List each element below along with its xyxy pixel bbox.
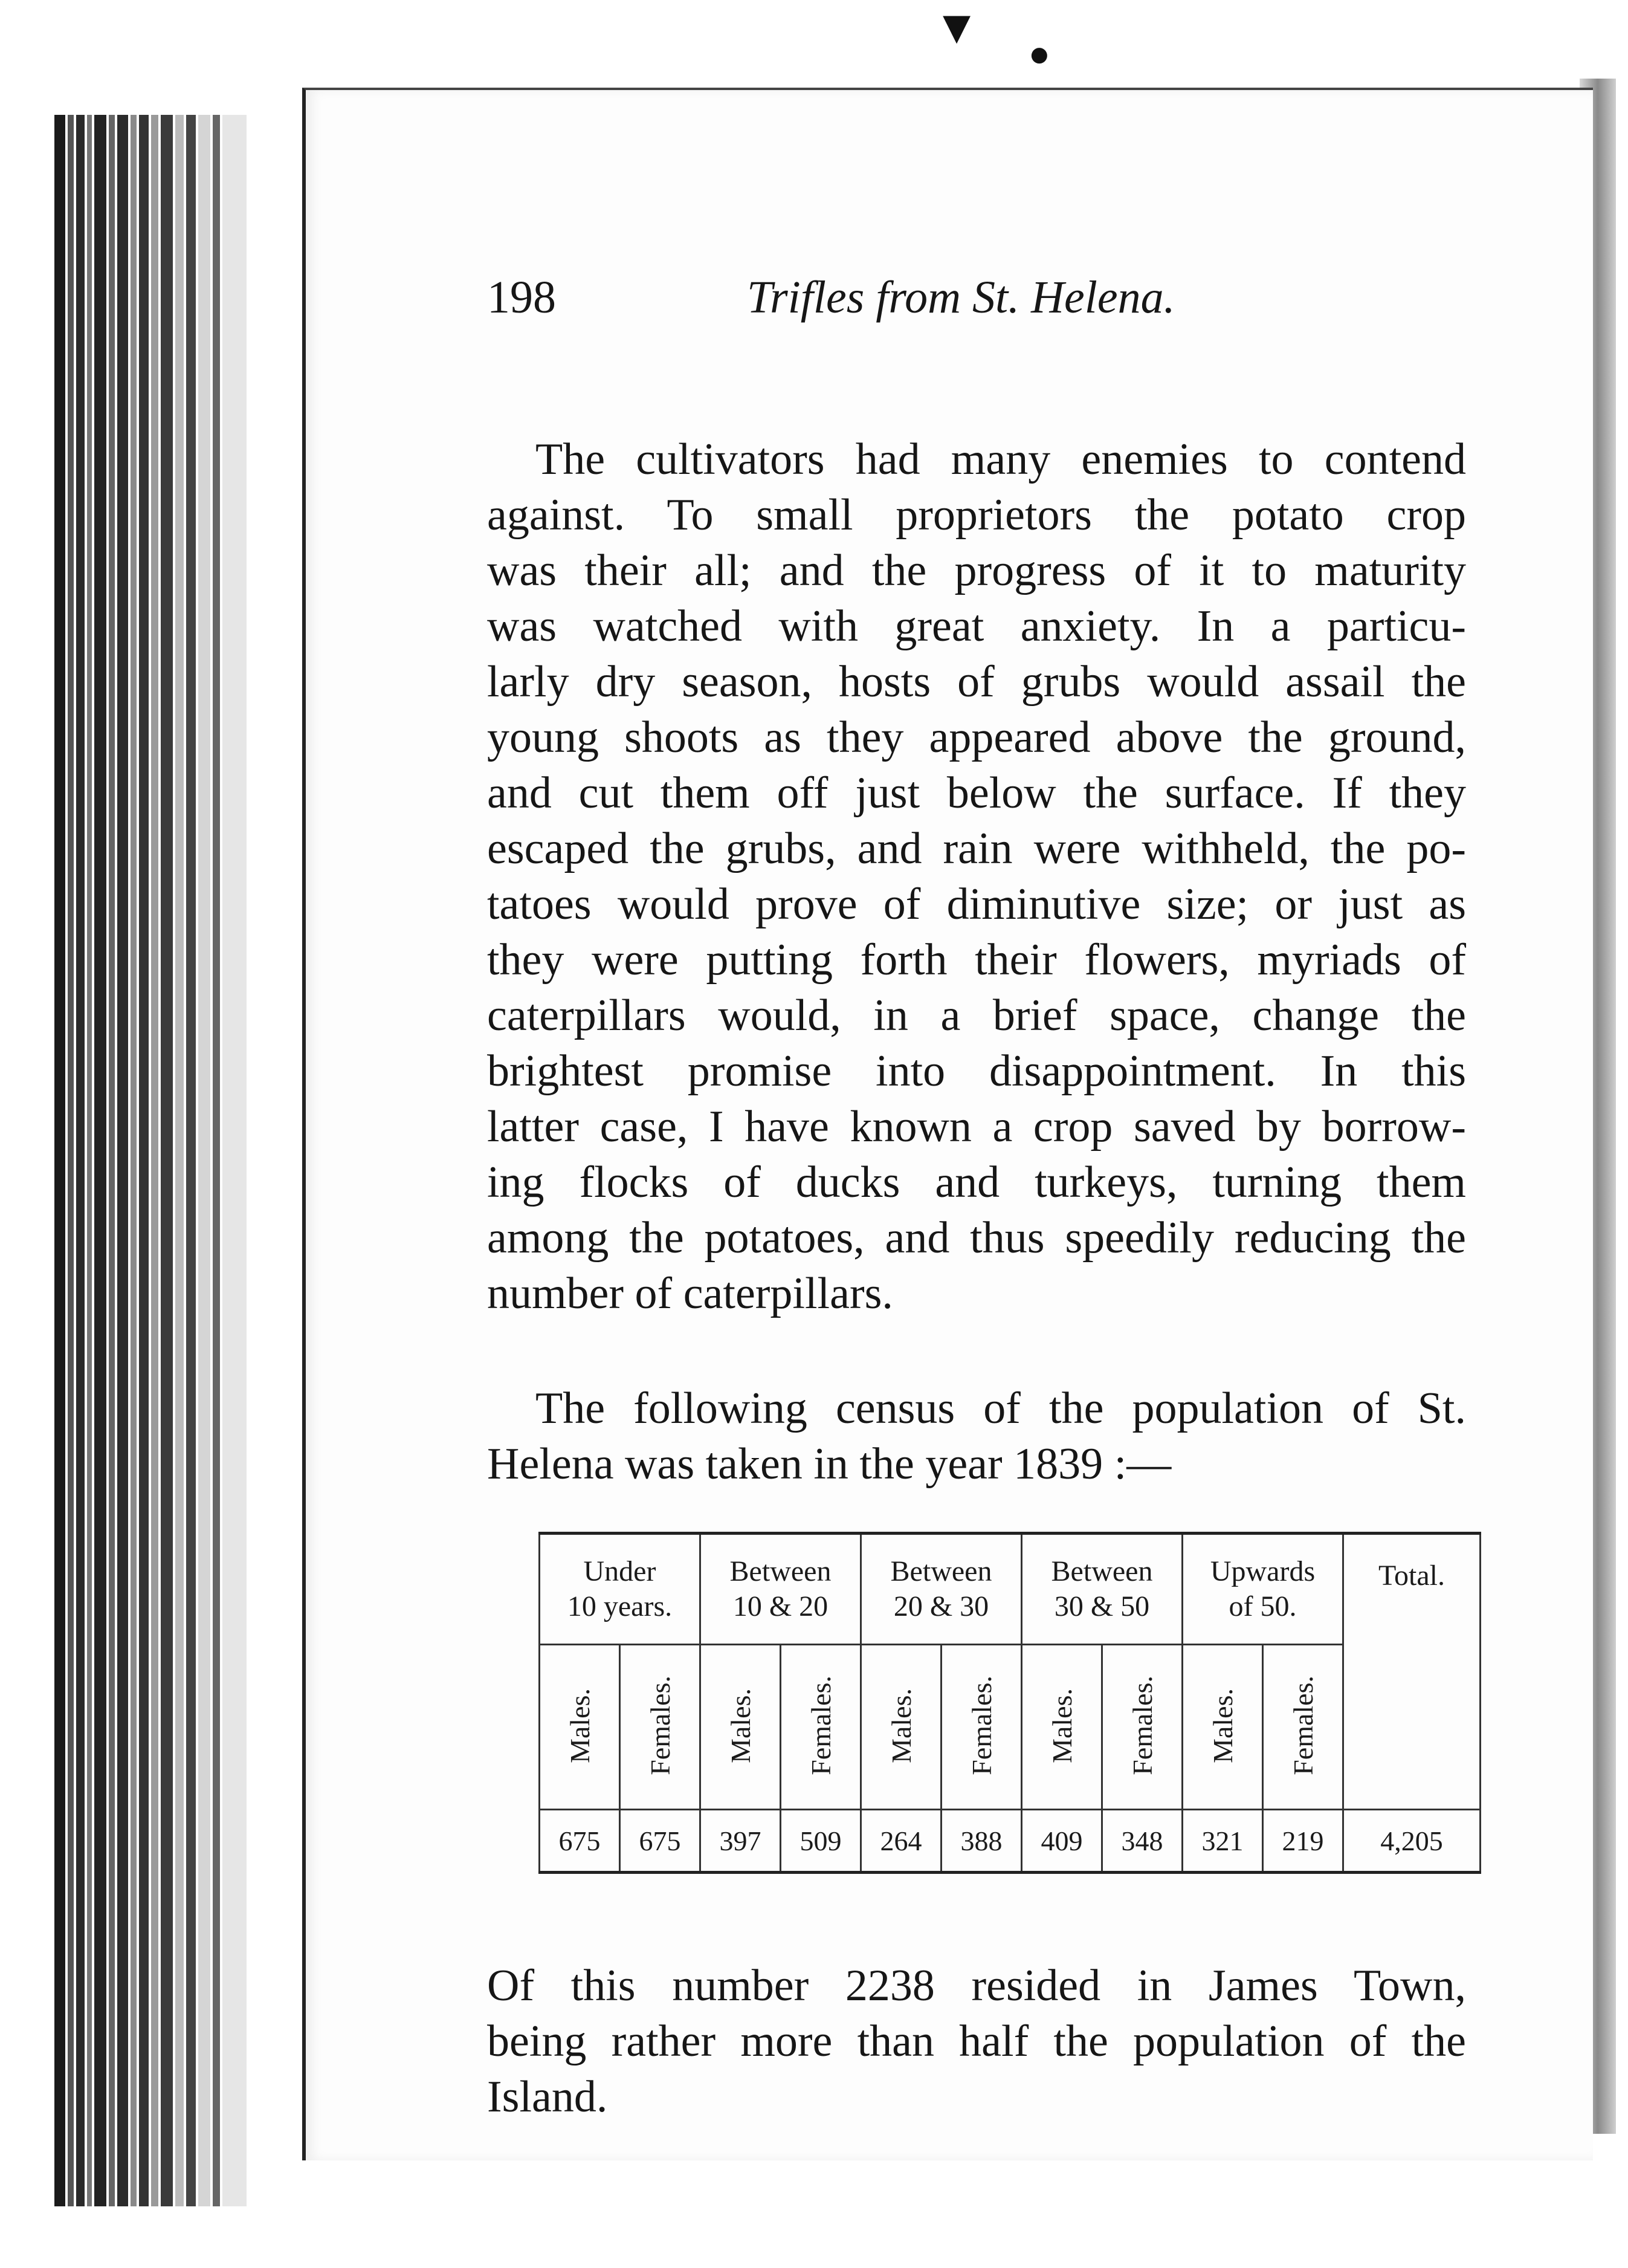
census-table (538, 1532, 1481, 1874)
census-value-males: 397 (700, 1810, 781, 1873)
females-header (1102, 1645, 1183, 1810)
text-line: Helena was taken in the year 1839 :— (487, 1439, 1172, 1489)
scan-speck: ▼ (943, 6, 971, 48)
text-line: they were putting forth their flowers, myriads of (487, 935, 1466, 985)
group-label: Upwards (1210, 1555, 1316, 1587)
group-label: 10 years. (567, 1590, 673, 1622)
census-value-females: 219 (1263, 1810, 1343, 1873)
census-value-males: 321 (1183, 1810, 1263, 1873)
census-value-males: 264 (861, 1810, 942, 1873)
book-page-edges (54, 115, 254, 2206)
males-header (540, 1645, 620, 1810)
paragraph-cultivators (487, 432, 1466, 1321)
census-value-males: 409 (1022, 1810, 1102, 1873)
males-label: Males. (885, 1688, 917, 1763)
group-label: of 50. (1229, 1590, 1297, 1622)
census-group-20-30 (861, 1534, 1022, 1645)
paragraph-jamestown (487, 1958, 1466, 2125)
females-label: Females. (644, 1676, 676, 1775)
females-header (781, 1645, 861, 1810)
census-total-value: 4,205 (1343, 1810, 1481, 1873)
text-line: escaped the grubs, and rain were withheld, the po- (487, 824, 1466, 873)
males-label: Males. (1207, 1688, 1238, 1763)
females-label: Females. (805, 1676, 836, 1775)
group-label: Between (890, 1555, 992, 1587)
females-header (942, 1645, 1022, 1810)
text-line: and cut them off just below the surface. If they (487, 768, 1466, 818)
census-value-females: 348 (1102, 1810, 1183, 1873)
females-header (620, 1645, 700, 1810)
males-label: Males. (725, 1688, 756, 1763)
males-header (700, 1645, 781, 1810)
running-title: Trifles from St. Helena. (747, 272, 1175, 323)
males-label: Males. (1046, 1688, 1077, 1763)
census-group-under-10 (540, 1534, 700, 1645)
females-label: Females. (966, 1676, 997, 1775)
census-group-over-50 (1183, 1534, 1343, 1645)
text-line: being rather more than half the population of the (487, 2017, 1466, 2066)
text-line: larly dry season, hosts of grubs would assail the (487, 657, 1466, 707)
census-value-females: 675 (620, 1810, 700, 1873)
running-header (487, 271, 1436, 344)
females-label: Females. (1126, 1676, 1158, 1775)
text-line: brightest promise into disappointment. In this (487, 1046, 1466, 1096)
group-label: 20 & 30 (893, 1590, 989, 1622)
males-header (1183, 1645, 1263, 1810)
group-label: Under (583, 1555, 656, 1587)
paragraph-census-intro (487, 1381, 1466, 1492)
females-header (1263, 1645, 1343, 1810)
census-value-females: 509 (781, 1810, 861, 1873)
text-line: Island. (487, 2072, 608, 2122)
group-label: 30 & 50 (1054, 1590, 1150, 1622)
census-total-header: Total. (1343, 1534, 1481, 1810)
text-line: among the potatoes, and thus speedily reducing the (487, 1213, 1466, 1263)
text-line: ing flocks of ducks and turkeys, turning them (487, 1158, 1466, 1207)
scan-speck: ● (1030, 42, 1048, 66)
census-value-females: 388 (942, 1810, 1022, 1873)
text-line: The cultivators had many enemies to contend (535, 435, 1466, 484)
group-label: Between (1051, 1555, 1153, 1587)
males-header (1022, 1645, 1102, 1810)
census-group-30-50 (1022, 1534, 1183, 1645)
text-line: was their all; and the progress of it to maturity (487, 546, 1466, 595)
text-line: young shoots as they appeared above the ground, (487, 713, 1466, 762)
page-number: 198 (487, 272, 556, 323)
text-line: Of this number 2238 resided in James Town, (487, 1961, 1466, 2010)
text-line: against. To small proprietors the potato crop (487, 490, 1466, 540)
census-sex-header-row (540, 1645, 1481, 1810)
text-line: tatoes would prove of diminutive size; or just as (487, 880, 1466, 929)
census-values-row (540, 1810, 1481, 1873)
males-header (861, 1645, 942, 1810)
group-label: 10 & 20 (732, 1590, 829, 1622)
group-label: Between (729, 1555, 832, 1587)
text-line: number of caterpillars. (487, 1269, 893, 1318)
males-label: Males. (564, 1688, 595, 1763)
text-line: caterpillars would, in a brief space, change the (487, 991, 1466, 1040)
census-value-males: 675 (540, 1810, 620, 1873)
book-page (302, 88, 1593, 2160)
text-line: was watched with great anxiety. In a particu- (487, 601, 1466, 651)
census-group-10-20 (700, 1534, 861, 1645)
census-group-header-row (540, 1534, 1481, 1645)
females-label: Females. (1287, 1676, 1319, 1775)
text-line: The following census of the population of St. (535, 1384, 1466, 1433)
text-line: latter case, I have known a crop saved by borrow- (487, 1102, 1466, 1152)
